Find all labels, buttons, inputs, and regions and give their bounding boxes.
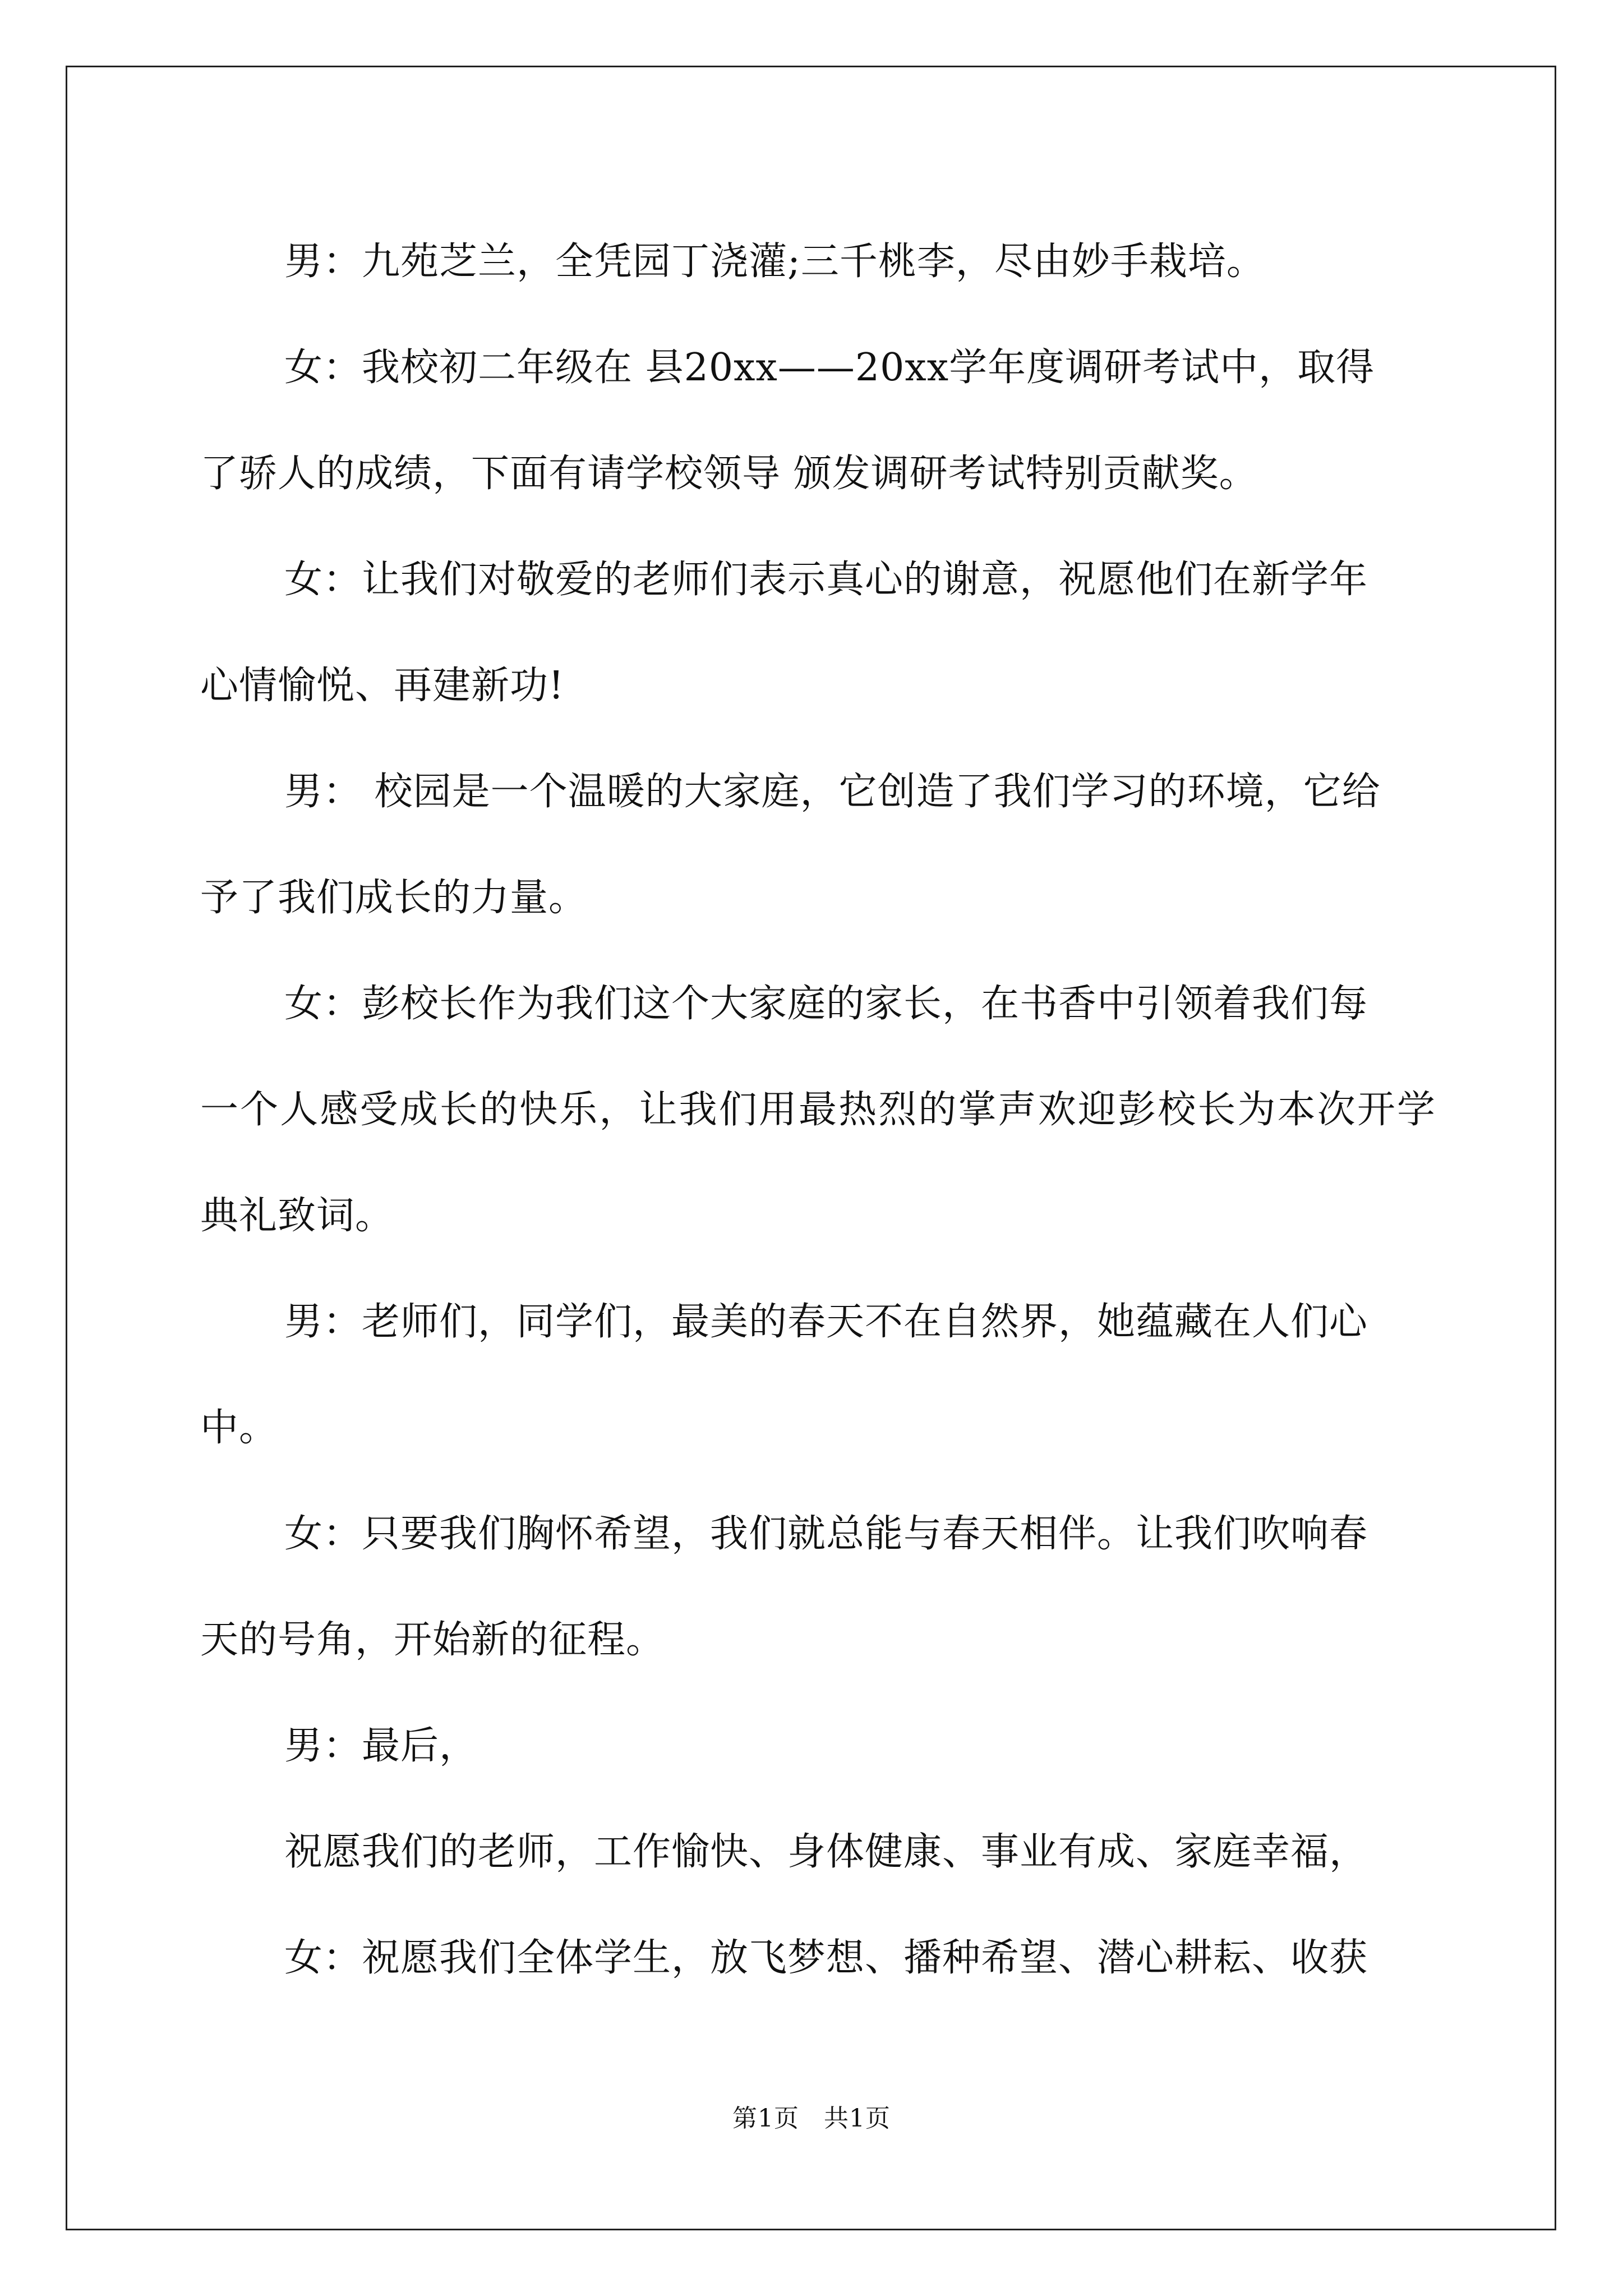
- paragraph-first-line: 祝愿我们的老师，工作愉快、身体健康、事业有成、家庭幸福，: [284, 1830, 1368, 1874]
- paragraph: [200, 1693, 1436, 1799]
- paragraph-first-line: 男：老师们，同学们，最美的春天不在自然界，她蕴藏在人们心: [284, 1300, 1368, 1344]
- paragraph: [200, 1799, 1436, 1905]
- paragraph-first-line: 男：最后，: [284, 1724, 478, 1768]
- document-body: [200, 209, 1436, 2011]
- paragraph-continuation: 予了我们成长的力量。: [200, 876, 588, 920]
- page-footer: [0, 2098, 1623, 2134]
- page-total: 共1页: [824, 2104, 891, 2133]
- paragraph-continuation: 心情愉悦、再建新功!: [200, 664, 565, 708]
- page-number: 第1页: [732, 2104, 799, 2133]
- paragraph: [200, 951, 1436, 1269]
- paragraph: [200, 527, 1436, 739]
- paragraph: [200, 1269, 1436, 1481]
- paragraph: [200, 315, 1436, 527]
- paragraph-first-line: 女：祝愿我们全体学生，放飞梦想、播种希望、潜心耕耘、收获: [284, 1936, 1368, 1980]
- paragraph-continuation: 天的号角，开始新的征程。: [200, 1618, 665, 1662]
- paragraph: [200, 209, 1436, 315]
- paragraph-first-line: 男： 校园是一个温暖的大家庭，它创造了我们学习的环境，它给: [284, 770, 1381, 814]
- paragraph-first-line: 女：只要我们胸怀希望，我们就总能与春天相伴。让我们吹响春: [284, 1512, 1368, 1556]
- paragraph-continuation: 中。: [200, 1406, 278, 1450]
- paragraph-first-line: 男：九苑芝兰，全凭园丁浇灌;三千桃李，尽由妙手栽培。: [284, 240, 1265, 284]
- paragraph-continuation: 一个人感受成长的快乐，让我们用最热烈的掌声欢迎彭校长为本次开学典礼致词。: [200, 1088, 1436, 1238]
- paragraph: [200, 1905, 1436, 2011]
- paragraph-first-line: 女：彭校长作为我们这个大家庭的家长，在书香中引领着我们每: [284, 982, 1368, 1026]
- paragraph-first-line: 女：我校初二年级在 县20xx——20xx学年度调研考试中，取得: [284, 346, 1375, 390]
- paragraph-first-line: 女：让我们对敬爱的老师们表示真心的谢意，祝愿他们在新学年: [284, 558, 1368, 602]
- paragraph: [200, 739, 1436, 951]
- paragraph: [200, 1481, 1436, 1693]
- paragraph-continuation: 了骄人的成绩，下面有请学校领导 颁发调研考试特别贡献奖。: [200, 452, 1258, 496]
